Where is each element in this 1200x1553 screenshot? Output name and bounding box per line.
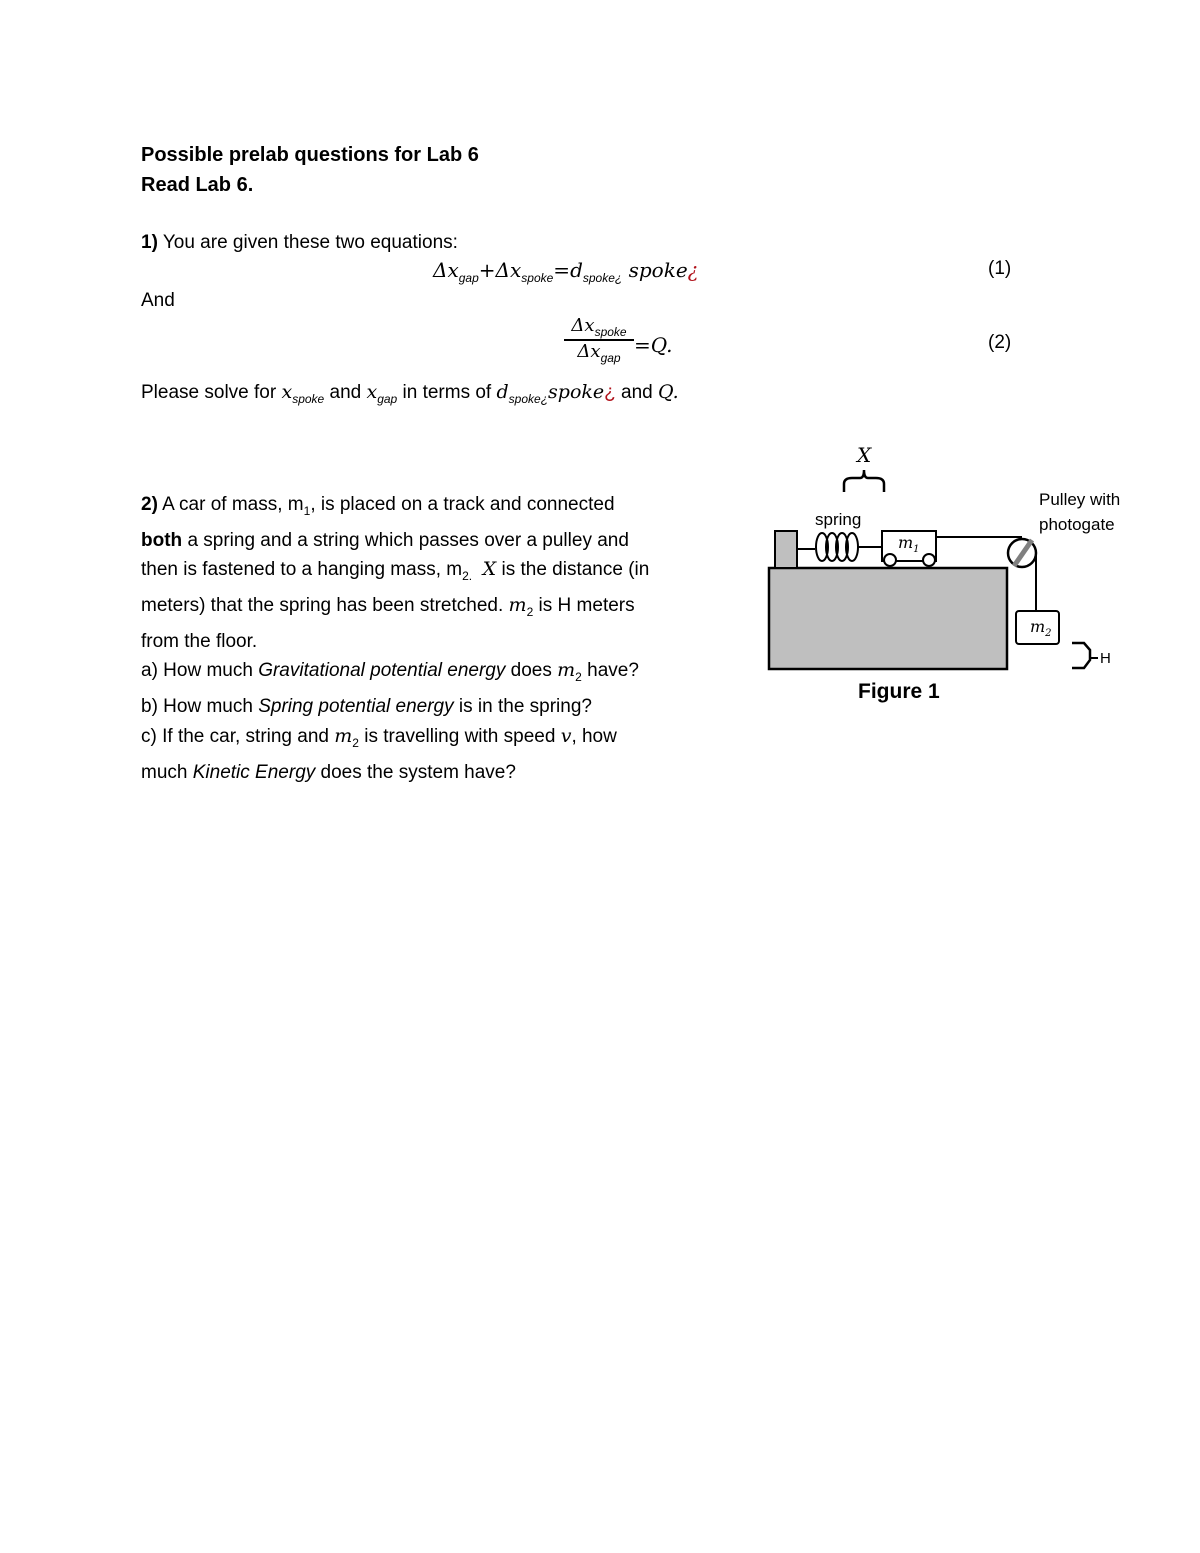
h-label: H <box>1100 650 1111 667</box>
fraction-denominator: $\Delta x_{gap}$ <box>577 340 621 365</box>
m2-label: $m_2$ <box>1030 617 1052 640</box>
pulley-label-line-2: photogate <box>1039 515 1115 534</box>
pulley-label-line-1: Pulley with <box>1039 490 1121 509</box>
x-label: X <box>857 443 872 467</box>
m1-label: $m_1$ <box>898 533 920 556</box>
height-bracket <box>1072 643 1090 668</box>
equation-2-rhs: =Q. <box>634 333 673 357</box>
track-table <box>769 568 1007 669</box>
equation-2-number: (2) <box>988 332 1012 353</box>
equation-1-number: (1) <box>988 258 1012 279</box>
spring <box>816 533 858 561</box>
spring-label: spring <box>815 510 862 529</box>
q2-part-a: a) How much Gravitational potential energy does $m_2$ have? <box>141 659 639 685</box>
wall-post <box>775 531 797 568</box>
q1-intro-line <box>141 228 458 257</box>
figure-caption: Figure 1 <box>858 680 940 703</box>
q2-part-b: b) How much Spring potential energy is in the spring? <box>141 696 592 718</box>
stretch-bracket <box>844 470 884 492</box>
q2-part-c: c) If the car, string and $m_2$ is travelling with speed v, how <box>141 724 617 750</box>
and-label: And <box>141 290 175 311</box>
page-title: Possible prelab questions for Lab 6 <box>141 144 479 166</box>
q2-paragraph: 2) A car of mass, $m_1$, is placed on a track and connected both a spring and a string which passes over a pulley and then is fastened to a hanging mass, $m_{2.}$ X is the distance (in meters) that the spring has been stretched. $m_2$ is H meters from the floor. a) How much Gravitational potential energy does $m_2$ have? b) How much Spring potential energy is in the spring? c) If the car, string and $m_2$ is travelling with speed v, how much Kinetic Energy does the system have? <box>141 490 741 787</box>
q1-instruction: Please solve for $x_{spoke}$ and $x_{gap}$ in terms of $d_{spoke¿}spoke¿$ and Q. <box>141 381 679 406</box>
equation-2-fraction <box>564 315 634 365</box>
page-subtitle: Read Lab 6. <box>141 174 254 196</box>
fraction-numerator: $\Delta x_{spoke}$ <box>571 315 627 339</box>
q1-number: 1) <box>141 232 158 253</box>
q1-intro: You are given these two equations: <box>162 232 458 253</box>
equation-1: $\Delta x_{gap}+\Delta x_{spoke}=d_{spoke¿}$ spoke¿ <box>433 258 699 285</box>
